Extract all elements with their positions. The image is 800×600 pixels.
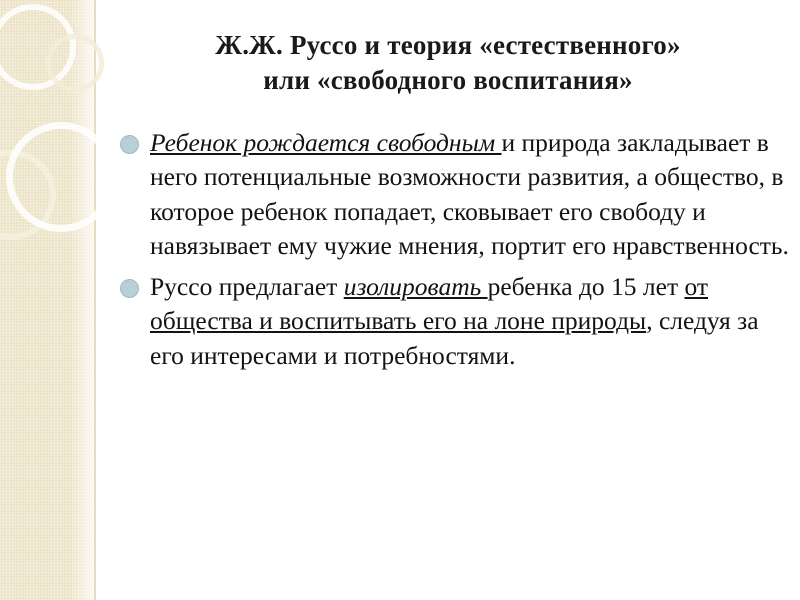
list-item <box>120 270 790 373</box>
list-item <box>120 126 790 264</box>
body-text: Руссо предлагает <box>150 271 344 301</box>
list-item-text <box>150 126 790 264</box>
page-title-line-1: Ж.Ж. Руссо и теория «естественного» <box>215 30 681 60</box>
band-edge-divider <box>94 0 96 600</box>
list-item-text <box>150 270 790 373</box>
bullet-dot-icon <box>120 135 139 154</box>
bullet-list <box>120 126 790 379</box>
bullet-dot-icon <box>120 279 139 298</box>
body-text: , следуя за его интересами и потребностями. <box>150 306 759 370</box>
page-title-line-2: или «свободного воспитания» <box>263 64 633 95</box>
page-title <box>118 28 778 97</box>
body-text: и природа закладывает в него потенциальные возможности развития, а общество, в которое ребенок попадает, сковывает его свободу и навязывает ему чужие мнения, портит его нравственность. <box>150 128 789 261</box>
decorative-circle-icon <box>46 34 104 92</box>
underlined-phrase: от общества и воспитывать его на лоне природы <box>150 271 709 336</box>
body-text: ребенка до 15 лет <box>487 271 685 301</box>
emphasis-phrase: Ребенок рождается свободным <box>150 128 502 157</box>
decorative-circle-icon <box>6 122 116 232</box>
emphasis-phrase: изолировать <box>343 271 488 301</box>
